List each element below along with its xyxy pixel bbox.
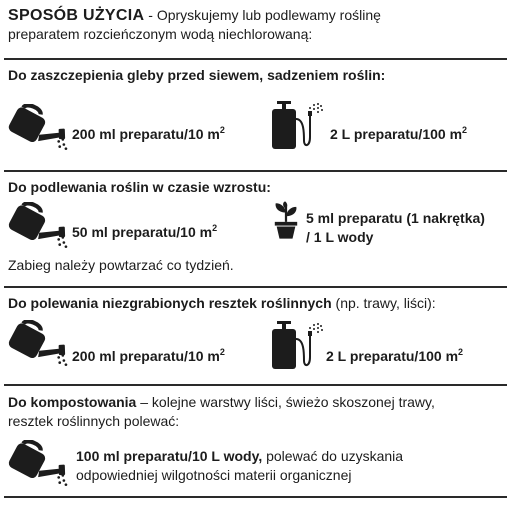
pressure-sprayer-icon bbox=[268, 320, 324, 372]
dose-compost-line2: odpowiedniej wilgotności materii organicznej bbox=[76, 467, 352, 483]
potted-plant-icon bbox=[272, 200, 300, 240]
page-title: SPOSÓB UŻYCIA bbox=[8, 7, 145, 24]
divider bbox=[4, 496, 507, 498]
section-heading-compost-line2: resztek roślinnych polewać: bbox=[8, 413, 180, 429]
dose-plant-line2: / 1 L wody bbox=[306, 229, 374, 245]
divider bbox=[4, 58, 507, 60]
dose-sprayer-soil: 2 L preparatu/100 $m^2$ bbox=[330, 125, 468, 142]
section-heading-compost: Do kompostowania – kolejne warstwy liści, świeżo skoszonej trawy, bbox=[8, 394, 435, 410]
divider bbox=[4, 170, 507, 172]
watering-can-icon bbox=[6, 104, 68, 152]
intro-line2: preparatem rozcieńczonym wodą niechlorowaną: bbox=[8, 26, 313, 42]
repeat-note: Zabieg należy powtarzać co tydzień. bbox=[8, 257, 234, 273]
watering-can-icon bbox=[6, 440, 68, 488]
section-heading-growth: Do podlewania roślin w czasie wzrostu: bbox=[8, 179, 271, 195]
dose-can-soil: 200 ml preparatu/10 $m^2$ bbox=[72, 125, 225, 142]
divider bbox=[4, 384, 507, 386]
watering-can-icon bbox=[6, 320, 68, 368]
intro-line1: - Opryskujemy lub podlewamy roślinę bbox=[144, 7, 381, 23]
divider bbox=[4, 286, 507, 288]
watering-can-icon bbox=[6, 202, 68, 250]
dose-compost-line1: 100 ml preparatu/10 L wody, polewać do uzyskania bbox=[76, 448, 404, 464]
intro bbox=[8, 6, 508, 44]
section-heading-residue: Do polewania niezgrabionych resztek roślinnych (np. trawy, liści): bbox=[8, 295, 436, 311]
dose-sprayer-residue: 2 L preparatu/100 $m^2$ bbox=[326, 347, 464, 364]
pressure-sprayer-icon bbox=[268, 100, 324, 152]
section-heading-soil: Do zaszczepienia gleby przed siewem, sadzeniem roślin: bbox=[8, 67, 386, 83]
dose-plant-line1: 5 ml preparatu (1 nakrętka) bbox=[306, 210, 485, 226]
dose-can-residue: 200 ml preparatu/10 $m^2$ bbox=[72, 347, 225, 364]
dose-can-growth: 50 ml preparatu/10 $m^2$ bbox=[72, 223, 218, 240]
